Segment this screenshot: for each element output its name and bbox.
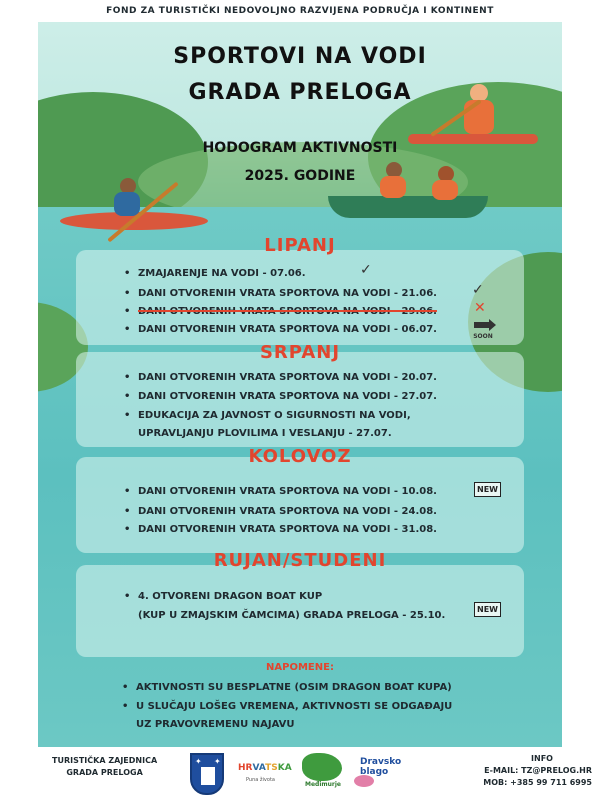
kayaker-body-icon [114,192,140,216]
footer [0,747,600,800]
footer-organization [52,755,157,779]
list-item: • DANI OTVORENIH VRATA SPORTOVA NA VODI - 21.06. [124,288,437,299]
org-line1: TURISTIČKA ZAJEDNICA [52,756,158,765]
poster-title-line1: SPORTOVI NA VODI [173,44,427,69]
star-icon: ✦ [214,757,221,766]
phone-number[interactable]: MOB: +385 99 711 6995 [483,778,592,787]
poster-subtitle-line2: 2025. GODINE [244,168,356,184]
new-badge: NEW [474,602,501,617]
soon-label: SOON [473,333,493,340]
note-item: • U SLUČAJU LOŠEG VREMENA, AKTIVNOSTI SE ODGAĐAJU [122,701,453,712]
check-icon: ✓ [360,262,372,278]
email-link[interactable]: E-MAIL: TZ@PRELOG.HR [484,766,592,775]
hrvatska-subtitle: Puna života [246,777,275,783]
list-item: • EDUKACIJA ZA JAVNOST O SIGURNOSTI NA VODI, [124,410,411,421]
canoeist2-body-icon [432,180,458,200]
hrvatska-logo [238,753,292,793]
note-item-continuation: UZ PRAVOVREMENU NAJAVU [136,719,295,730]
notes-heading: NAPOMENE: [266,662,334,673]
check-icon: ✓ [472,282,484,298]
paddleboard-illustration [408,134,538,144]
arrow-right-icon [474,322,490,328]
section-heading-lipanj: LIPANJ [264,235,336,256]
info-label: INFO [531,754,553,763]
paddler-body-icon [464,100,494,134]
section-heading-kolovoz: KOLOVOZ [248,446,352,467]
list-item: • DANI OTVORENIH VRATA SPORTOVA NA VODI - 24.08. [124,506,437,517]
prelog-crest-logo [190,753,224,795]
list-item: • DANI OTVORENIH VRATA SPORTOVA NA VODI - 27.07. [124,391,437,402]
canoe-illustration [328,196,488,218]
card-kolovoz [76,457,524,553]
footer-contact [452,753,592,789]
medimurje-word: Međimurje [305,781,341,788]
dravsko-blago-logo [354,753,410,793]
poster-title-line2: GRADA PRELOGA [188,80,412,105]
medimurje-logo [300,753,346,793]
list-item: • 4. OTVORENI DRAGON BOAT KUP [124,591,323,602]
list-item-continuation: UPRAVLJANJU PLOVILIMA I VESLANJU - 27.07. [138,428,392,439]
list-item: • ZMAJARENJE NA VODI - 07.06. [124,268,306,279]
section-heading-srpanj: SRPANJ [259,342,341,363]
list-item: • DANI OTVORENIH VRATA SPORTOVA NA VODI - 29.06. [124,306,437,317]
poster [38,22,562,747]
list-item-continuation: (KUP U ZMAJSKIM ČAMCIMA) GRADA PRELOGA - 25.10. [138,610,446,621]
org-line2: GRADA PRELOGA [66,768,143,777]
list-item: • DANI OTVORENIH VRATA SPORTOVA NA VODI - 06.07. [124,324,437,335]
canoeist1-body-icon [380,176,406,198]
medimurje-map-icon [302,753,342,781]
poster-subtitle-line1: HODOGRAM AKTIVNOSTI [202,140,398,156]
dravsko-word: Dravsko blago [360,757,402,777]
section-heading-rujan-studeni: RUJAN/STUDENI [213,550,387,571]
star-icon: ✦ [195,757,202,766]
cross-icon: ✕ [474,300,486,316]
fund-line: FOND ZA TURISTIČKI NEDOVOLJNO RAZVIJENA PODRUČJA I KONTINENT [0,0,600,22]
new-badge: NEW [474,482,501,497]
hrvatska-word: HRVATSKA [238,763,292,773]
list-item: • DANI OTVORENIH VRATA SPORTOVA NA VODI - 31.08. [124,524,437,535]
list-item: • DANI OTVORENIH VRATA SPORTOVA NA VODI - 20.07. [124,372,437,383]
tower-icon [201,767,215,785]
note-item: • AKTIVNOSTI SU BESPLATNE (OSIM DRAGON BOAT KUPA) [122,682,452,693]
list-item: • DANI OTVORENIH VRATA SPORTOVA NA VODI - 10.08. [124,486,437,497]
